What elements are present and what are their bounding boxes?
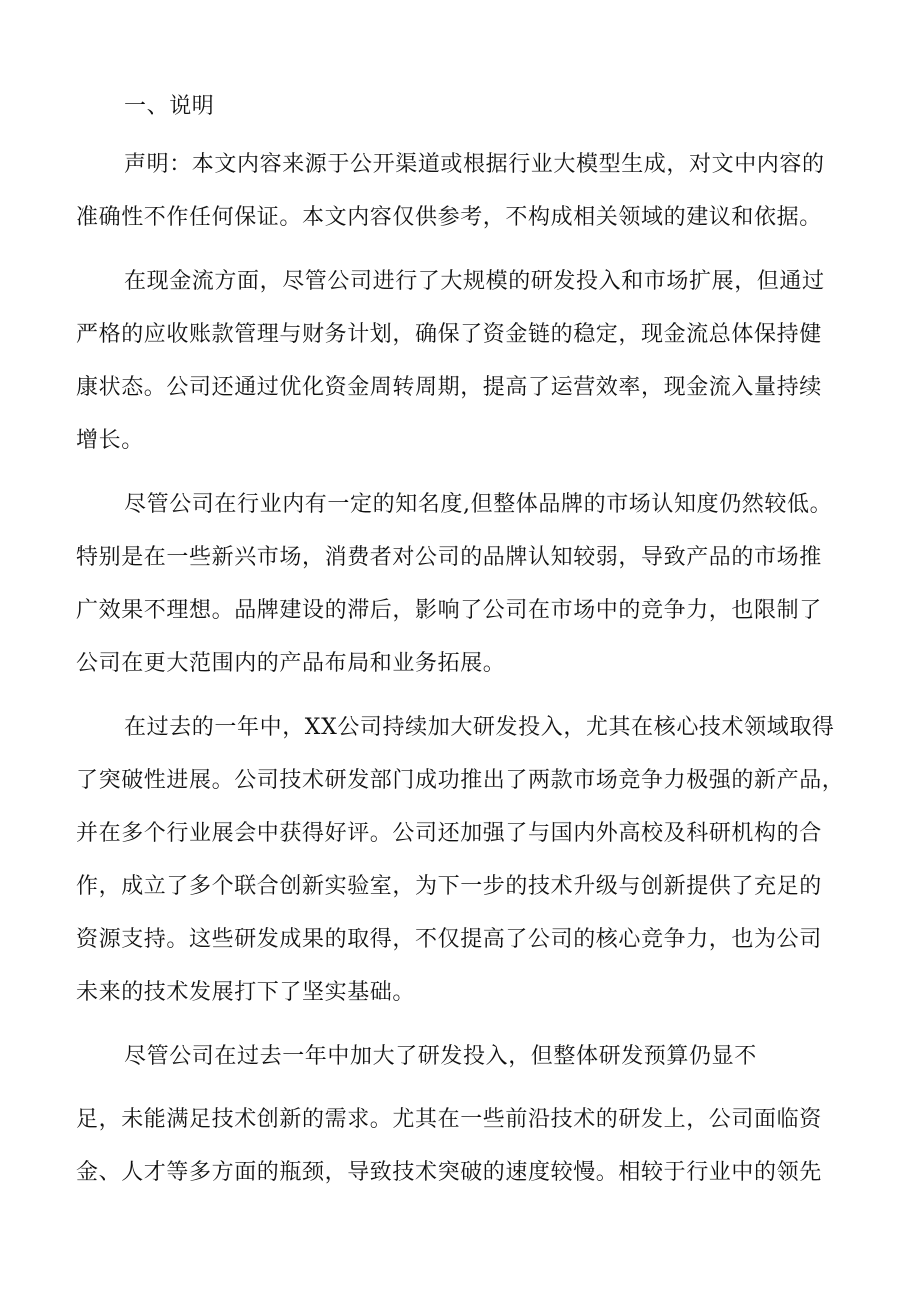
paragraph-line: 在现金流方面，尽管公司进行了大规模的研发投入和市场扩展，但通过: [124, 269, 825, 294]
paragraph-line: 作，成立了多个联合创新实验室，为下一步的技术升级与创新提供了充足的: [76, 874, 822, 899]
paragraph-line: 严格的应收账款管理与财务计划，确保了资金链的稳定，现金流总体保持健: [76, 322, 822, 347]
paragraph-line: 广效果不理想。品牌建设的滞后，影响了公司在市场中的竞争力，也限制了: [76, 598, 822, 623]
section-heading: 一、说明: [124, 94, 215, 119]
paragraph-line: 金、人才等多方面的瓶颈，导致技术突破的速度较慢。相较于行业中的领先: [76, 1160, 822, 1185]
paragraph-line: 足，未能满足技术创新的需求。尤其在一些前沿技术的研发上，公司面临资: [76, 1107, 822, 1132]
paragraph-line: 公司在更大范围内的产品布局和业务拓展。: [76, 651, 506, 676]
paragraph-line: 了突破性进展。公司技术研发部门成功推出了两款市场竞争力极强的新产品，: [76, 768, 845, 793]
paragraph-line: 未来的技术发展打下了坚实基础。: [76, 980, 416, 1005]
paragraph-line: 资源支持。这些研发成果的取得，不仅提高了公司的核心竞争力，也为公司: [76, 927, 822, 952]
paragraph-line: 准确性不作任何保证。本文内容仅供参考，不构成相关领域的建议和依据。: [76, 205, 822, 230]
paragraph-line: 康状态。公司还通过优化资金周转周期，提高了运营效率，现金流入量持续: [76, 375, 822, 400]
paragraph-line: 增长。: [76, 428, 144, 453]
paragraph-line: 并在多个行业展会中获得好评。公司还加强了与国内外高校及科研机构的合: [76, 821, 822, 846]
paragraph-line: 在过去的一年中，XX公司持续加大研发投入，尤其在核心技术领域取得: [124, 715, 835, 740]
paragraph-line: 声明：本文内容来源于公开渠道或根据行业大模型生成，对文中内容的: [124, 152, 825, 177]
paragraph-line: 尽管公司在过去一年中加大了研发投入，但整体研发预算仍显不: [124, 1044, 757, 1069]
paragraph-line: 尽管公司在行业内有一定的知名度,但整体品牌的市场认知度仍然较低。: [124, 492, 833, 517]
paragraph-line: 特别是在一些新兴市场，消费者对公司的品牌认知较弱，导致产品的市场推: [76, 545, 822, 570]
